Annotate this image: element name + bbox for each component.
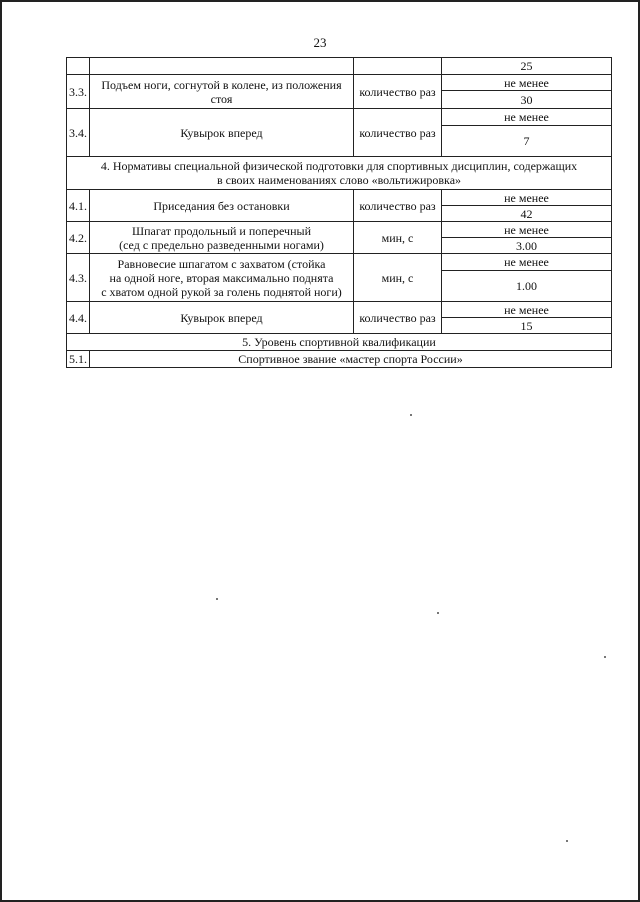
table-row [67,75,612,91]
row-number: 4.3. [67,254,90,302]
qualification-cell: Спортивное звание «мастер спорта России» [90,351,612,368]
condition-cell: не менее [442,109,612,126]
exercise-cell [90,75,354,109]
section-header [67,157,612,190]
exercise-line: Шпагат продольный и поперечный [132,223,311,238]
exercise-cell: Приседания без остановки [90,190,354,222]
exercise-cell [90,254,354,302]
unit-cell: количество раз [354,190,442,222]
condition-cell: не менее [442,222,612,238]
scan-speck [216,598,218,600]
exercise-line: (сед с предельно разведенными ногами) [119,237,324,252]
row-number: 4.4. [67,302,90,334]
result-value: 7 [442,126,612,157]
table-row [67,222,612,238]
exercise-line: Равновесие шпагатом с захватом (стойка [117,256,326,271]
exercise-line: Подъем ноги, согнутой в колене, из положения [101,77,342,92]
table-row [67,351,612,368]
table-row [67,190,612,206]
unit-cell: мин, с [354,254,442,302]
page-number: 23 [313,35,327,50]
section-header: 5. Уровень спортивной квалификации [67,334,612,351]
exercise-cell [90,58,354,75]
num-cell [67,58,90,75]
unit-cell [354,58,442,75]
scan-speck [410,414,412,416]
section-title-line: в своих наименованиях слово «вольтижировка» [216,173,462,187]
condition-cell: не менее [442,302,612,318]
page-edge-left [0,0,2,902]
result-value: 30 [442,91,612,109]
unit-cell: мин, с [354,222,442,254]
row-number: 4.1. [67,190,90,222]
unit-cell: количество раз [354,109,442,157]
unit-cell: количество раз [354,75,442,109]
row-number: 4.2. [67,222,90,254]
scan-speck [437,612,439,614]
section-header-row [67,334,612,351]
exercise-line: стоя [210,91,233,106]
condition-cell: не менее [442,254,612,271]
row-number: 3.3. [67,75,90,109]
exercise-cell [90,222,354,254]
result-value: 15 [442,318,612,334]
section-header-row [67,157,612,190]
page-edge-top [0,0,640,2]
result-value: 3.00 [442,238,612,254]
condition-cell: не менее [442,190,612,206]
table-row [67,58,612,75]
section-title-line: 4. Нормативы специальной физической подготовки для спортивных дисциплин, содержащих [100,159,578,173]
exercise-line: на одной ноге, вторая максимально поднята [109,270,334,285]
scan-speck [604,656,606,658]
result-value: 42 [442,206,612,222]
norms-table [66,57,612,368]
scan-speck [566,840,568,842]
result-value: 1.00 [442,271,612,302]
table-row [67,302,612,318]
row-number: 3.4. [67,109,90,157]
condition-cell: не менее [442,75,612,91]
exercise-line: с хватом одной рукой за голень поднятой ноги) [101,284,342,299]
result-value: 25 [442,58,612,75]
table-row [67,109,612,126]
table-row [67,254,612,271]
unit-cell: количество раз [354,302,442,334]
exercise-cell: Кувырок вперед [90,109,354,157]
row-number: 5.1. [67,351,90,368]
exercise-cell: Кувырок вперед [90,302,354,334]
